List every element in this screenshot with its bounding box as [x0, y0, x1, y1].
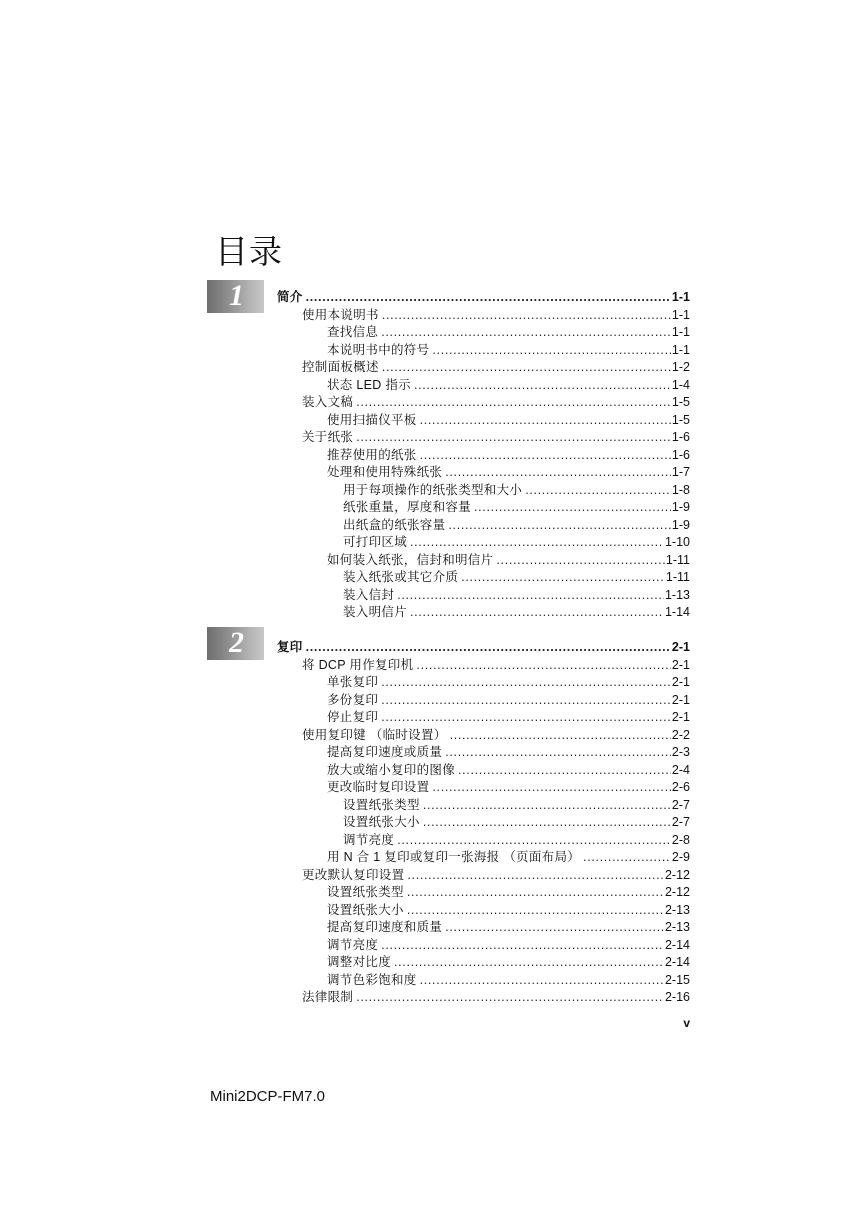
toc-entry[interactable] [343, 586, 690, 604]
toc-entry-label: 推荐使用的纸张 [327, 447, 417, 462]
toc-entry[interactable] [327, 463, 690, 481]
toc-entry-label: 使用扫描仪平板 [327, 412, 417, 427]
toc-page-ref: 2-1 [671, 692, 690, 707]
toc-page-ref: 2-12 [664, 885, 690, 899]
dot-leader [420, 446, 671, 464]
toc-entry[interactable] [343, 498, 690, 516]
toc-entry[interactable] [302, 988, 690, 1006]
dot-leader [423, 796, 671, 814]
toc-page-ref: 1-5 [671, 412, 690, 427]
dot-leader [432, 341, 671, 359]
toc-entry[interactable] [327, 971, 690, 989]
toc-page-ref: 1-9 [671, 517, 690, 532]
toc-page-ref: 1-10 [664, 535, 690, 549]
toc-entry-label: 状态 LED 指示 [327, 377, 411, 392]
toc-page-ref: 1-4 [671, 377, 690, 392]
toc-entry-label: 将 DCP 用作复印机 [302, 657, 414, 672]
toc-entry[interactable] [343, 516, 690, 534]
dot-leader [306, 288, 671, 306]
toc-entry-label: 停止复印 [327, 710, 379, 724]
toc-page-ref: 1-13 [664, 587, 690, 602]
dot-leader [423, 813, 671, 831]
toc-page-ref: 2-15 [664, 972, 690, 987]
toc-entry-label: 设置纸张类型 [343, 797, 420, 812]
toc-entry[interactable] [302, 306, 690, 324]
dot-leader [525, 481, 671, 499]
dot-leader [381, 673, 671, 691]
dot-leader [448, 516, 671, 534]
toc-entry[interactable] [327, 761, 690, 779]
toc-page-ref: 1-8 [671, 482, 690, 497]
dot-leader [394, 953, 664, 971]
toc-entry-label: 调整对比度 [327, 955, 392, 969]
toc-entry-label: 装入纸张或其它介质 [343, 570, 459, 584]
dot-leader [306, 638, 671, 656]
dot-leader [356, 393, 671, 411]
toc-page-ref: 2-1 [671, 657, 690, 672]
toc-entry-label: 设置纸张大小 [343, 815, 420, 829]
toc-page-ref: 1-1 [671, 290, 690, 304]
toc-entry-label: 复印 [277, 640, 303, 654]
toc-entry[interactable] [343, 813, 690, 831]
toc-page-ref: 2-1 [671, 710, 690, 724]
dot-leader [583, 848, 671, 866]
toc-page-ref: 1-6 [671, 447, 690, 462]
toc-entry-label: 调节亮度 [327, 937, 379, 952]
toc-entry[interactable] [327, 901, 690, 919]
dot-leader [381, 691, 671, 709]
toc-page-ref: 2-8 [671, 832, 690, 847]
dot-leader [420, 971, 664, 989]
toc-entry-label: 如何装入纸张，信封和明信片 [327, 552, 494, 567]
page-title: 目录 [215, 232, 283, 271]
toc-entry-label: 使用复印键 （临时设置） [302, 727, 447, 742]
dot-leader [458, 761, 671, 779]
toc-entry[interactable] [327, 411, 690, 429]
toc-page-ref: 1-6 [671, 430, 690, 444]
toc-page-ref: 2-13 [664, 920, 690, 934]
dot-leader [397, 831, 671, 849]
toc-entry-label: 出纸盒的纸张容量 [343, 517, 446, 532]
toc-entry-label: 装入信封 [343, 587, 395, 602]
toc-entry[interactable] [302, 726, 690, 744]
toc-entry[interactable] [327, 918, 690, 936]
toc-entry[interactable] [343, 568, 690, 586]
toc-page-ref: 1-9 [671, 500, 690, 514]
toc-page-ref: 1-2 [671, 360, 690, 374]
toc-entry-label: 用 N 合 1 复印或复印一张海报 （页面布局） [327, 850, 581, 864]
dot-leader [410, 533, 664, 551]
toc-entry-label: 纸张重量，厚度和容量 [343, 500, 472, 514]
dot-leader [381, 936, 664, 954]
toc-page-ref: 2-1 [671, 640, 690, 654]
toc-page-ref: 2-16 [664, 990, 690, 1004]
toc-entry-label: 查找信息 [327, 325, 379, 339]
toc-page-ref: 1-14 [664, 605, 690, 619]
toc-entry-label: 更改临时复印设置 [327, 780, 430, 794]
toc-entry-label: 可打印区域 [343, 535, 408, 549]
toc-page-ref: 2-9 [671, 850, 690, 864]
dot-leader [356, 988, 664, 1006]
toc-entry[interactable] [327, 883, 690, 901]
toc-page-ref: 1-7 [671, 465, 690, 479]
dot-leader [381, 323, 671, 341]
toc-entry[interactable] [327, 691, 690, 709]
toc-page-ref: 1-5 [671, 395, 690, 409]
toc-entry-label: 更改默认复印设置 [302, 867, 405, 882]
dot-leader [381, 708, 671, 726]
toc-entry[interactable] [327, 323, 690, 341]
toc-entry[interactable] [302, 393, 690, 411]
toc-entry[interactable] [327, 848, 690, 866]
toc-entry[interactable] [343, 481, 690, 499]
toc-page-ref: 2-14 [664, 937, 690, 952]
dot-leader [496, 551, 665, 569]
toc-entry-label: 提高复印速度或质量 [327, 745, 443, 759]
toc-entry-label: 装入明信片 [343, 605, 408, 619]
toc-entry[interactable] [327, 446, 690, 464]
dot-leader [356, 428, 671, 446]
toc-entry[interactable] [343, 603, 690, 621]
toc-entry[interactable] [343, 831, 690, 849]
toc-entry[interactable] [327, 673, 690, 691]
dot-leader [407, 901, 664, 919]
dot-leader [445, 743, 671, 761]
footer-model-code: Mini2DCP-FM7.0 [210, 1088, 326, 1105]
toc-entry[interactable] [327, 936, 690, 954]
dot-leader [474, 498, 671, 516]
toc-entry-label: 法律限制 [302, 990, 354, 1004]
dot-leader [410, 603, 664, 621]
chapter-number: 2 [229, 626, 244, 659]
toc-entry[interactable] [302, 358, 690, 376]
toc-page-ref: 2-1 [671, 675, 690, 689]
toc-page-ref: 2-13 [664, 902, 690, 917]
toc-entry-label: 使用本说明书 [302, 307, 379, 322]
dot-leader [397, 586, 664, 604]
toc-entry-label: 调节色彩饱和度 [327, 972, 417, 987]
toc-entry[interactable] [327, 341, 690, 359]
toc-page-ref: 1-1 [671, 325, 690, 339]
toc-page-ref: 2-6 [671, 780, 690, 794]
toc-page-ref: 1-1 [671, 307, 690, 322]
toc-entry[interactable] [302, 656, 690, 674]
toc-entry-label: 简介 [277, 290, 303, 304]
toc-page-ref: 2-7 [671, 797, 690, 812]
toc-chapter-entry[interactable] [277, 638, 690, 656]
toc-entry-label: 设置纸张类型 [327, 885, 404, 899]
toc-page-ref: 2-12 [664, 867, 690, 882]
toc-entry[interactable] [327, 778, 690, 796]
dot-leader [414, 376, 671, 394]
page-number: v [683, 1016, 690, 1030]
toc-entry-label: 控制面板概述 [302, 360, 379, 374]
toc-entry[interactable] [327, 708, 690, 726]
toc-entry-label: 装入文稿 [302, 395, 354, 409]
dot-leader [416, 656, 671, 674]
toc-entry-label: 本说明书中的符号 [327, 342, 430, 357]
toc-entry-label: 多份复印 [327, 692, 379, 707]
toc-entry[interactable] [327, 953, 690, 971]
toc-entry-label: 放大或缩小复印的图像 [327, 762, 456, 777]
chapter-number: 1 [229, 279, 244, 312]
toc-page-ref: 2-7 [671, 815, 690, 829]
toc-entry[interactable] [327, 743, 690, 761]
toc-entry-label: 调节亮度 [343, 832, 395, 847]
toc-entry[interactable] [302, 866, 690, 884]
dot-leader [407, 883, 664, 901]
dot-leader [382, 306, 671, 324]
dot-leader [382, 358, 671, 376]
toc-page-ref: 2-14 [664, 955, 690, 969]
toc-entry-label: 处理和使用特殊纸张 [327, 465, 443, 479]
dot-leader [450, 726, 671, 744]
toc-entry[interactable] [327, 376, 690, 394]
toc-page-ref: 2-2 [671, 727, 690, 742]
toc-chapter-entry[interactable] [277, 288, 690, 306]
toc-entry-label: 单张复印 [327, 675, 379, 689]
toc-entry[interactable] [302, 428, 690, 446]
toc-page-ref: 1-11 [665, 552, 690, 567]
toc-page-ref: 2-4 [671, 762, 690, 777]
toc-page-ref: 1-1 [671, 342, 690, 357]
dot-leader [432, 778, 671, 796]
toc-entry-label: 提高复印速度和质量 [327, 920, 443, 934]
toc-entry-label: 关于纸张 [302, 430, 354, 444]
toc-page-ref: 1-11 [665, 570, 690, 584]
toc-entry[interactable] [327, 551, 690, 569]
toc-entry-label: 设置纸张大小 [327, 902, 404, 917]
dot-leader [445, 463, 671, 481]
dot-leader [420, 411, 671, 429]
toc-entry-label: 用于每项操作的纸张类型和大小 [343, 482, 523, 497]
dot-leader [461, 568, 665, 586]
dot-leader [445, 918, 664, 936]
toc-page-ref: 2-3 [671, 745, 690, 759]
toc-entry[interactable] [343, 796, 690, 814]
toc-entry[interactable] [343, 533, 690, 551]
dot-leader [407, 866, 664, 884]
